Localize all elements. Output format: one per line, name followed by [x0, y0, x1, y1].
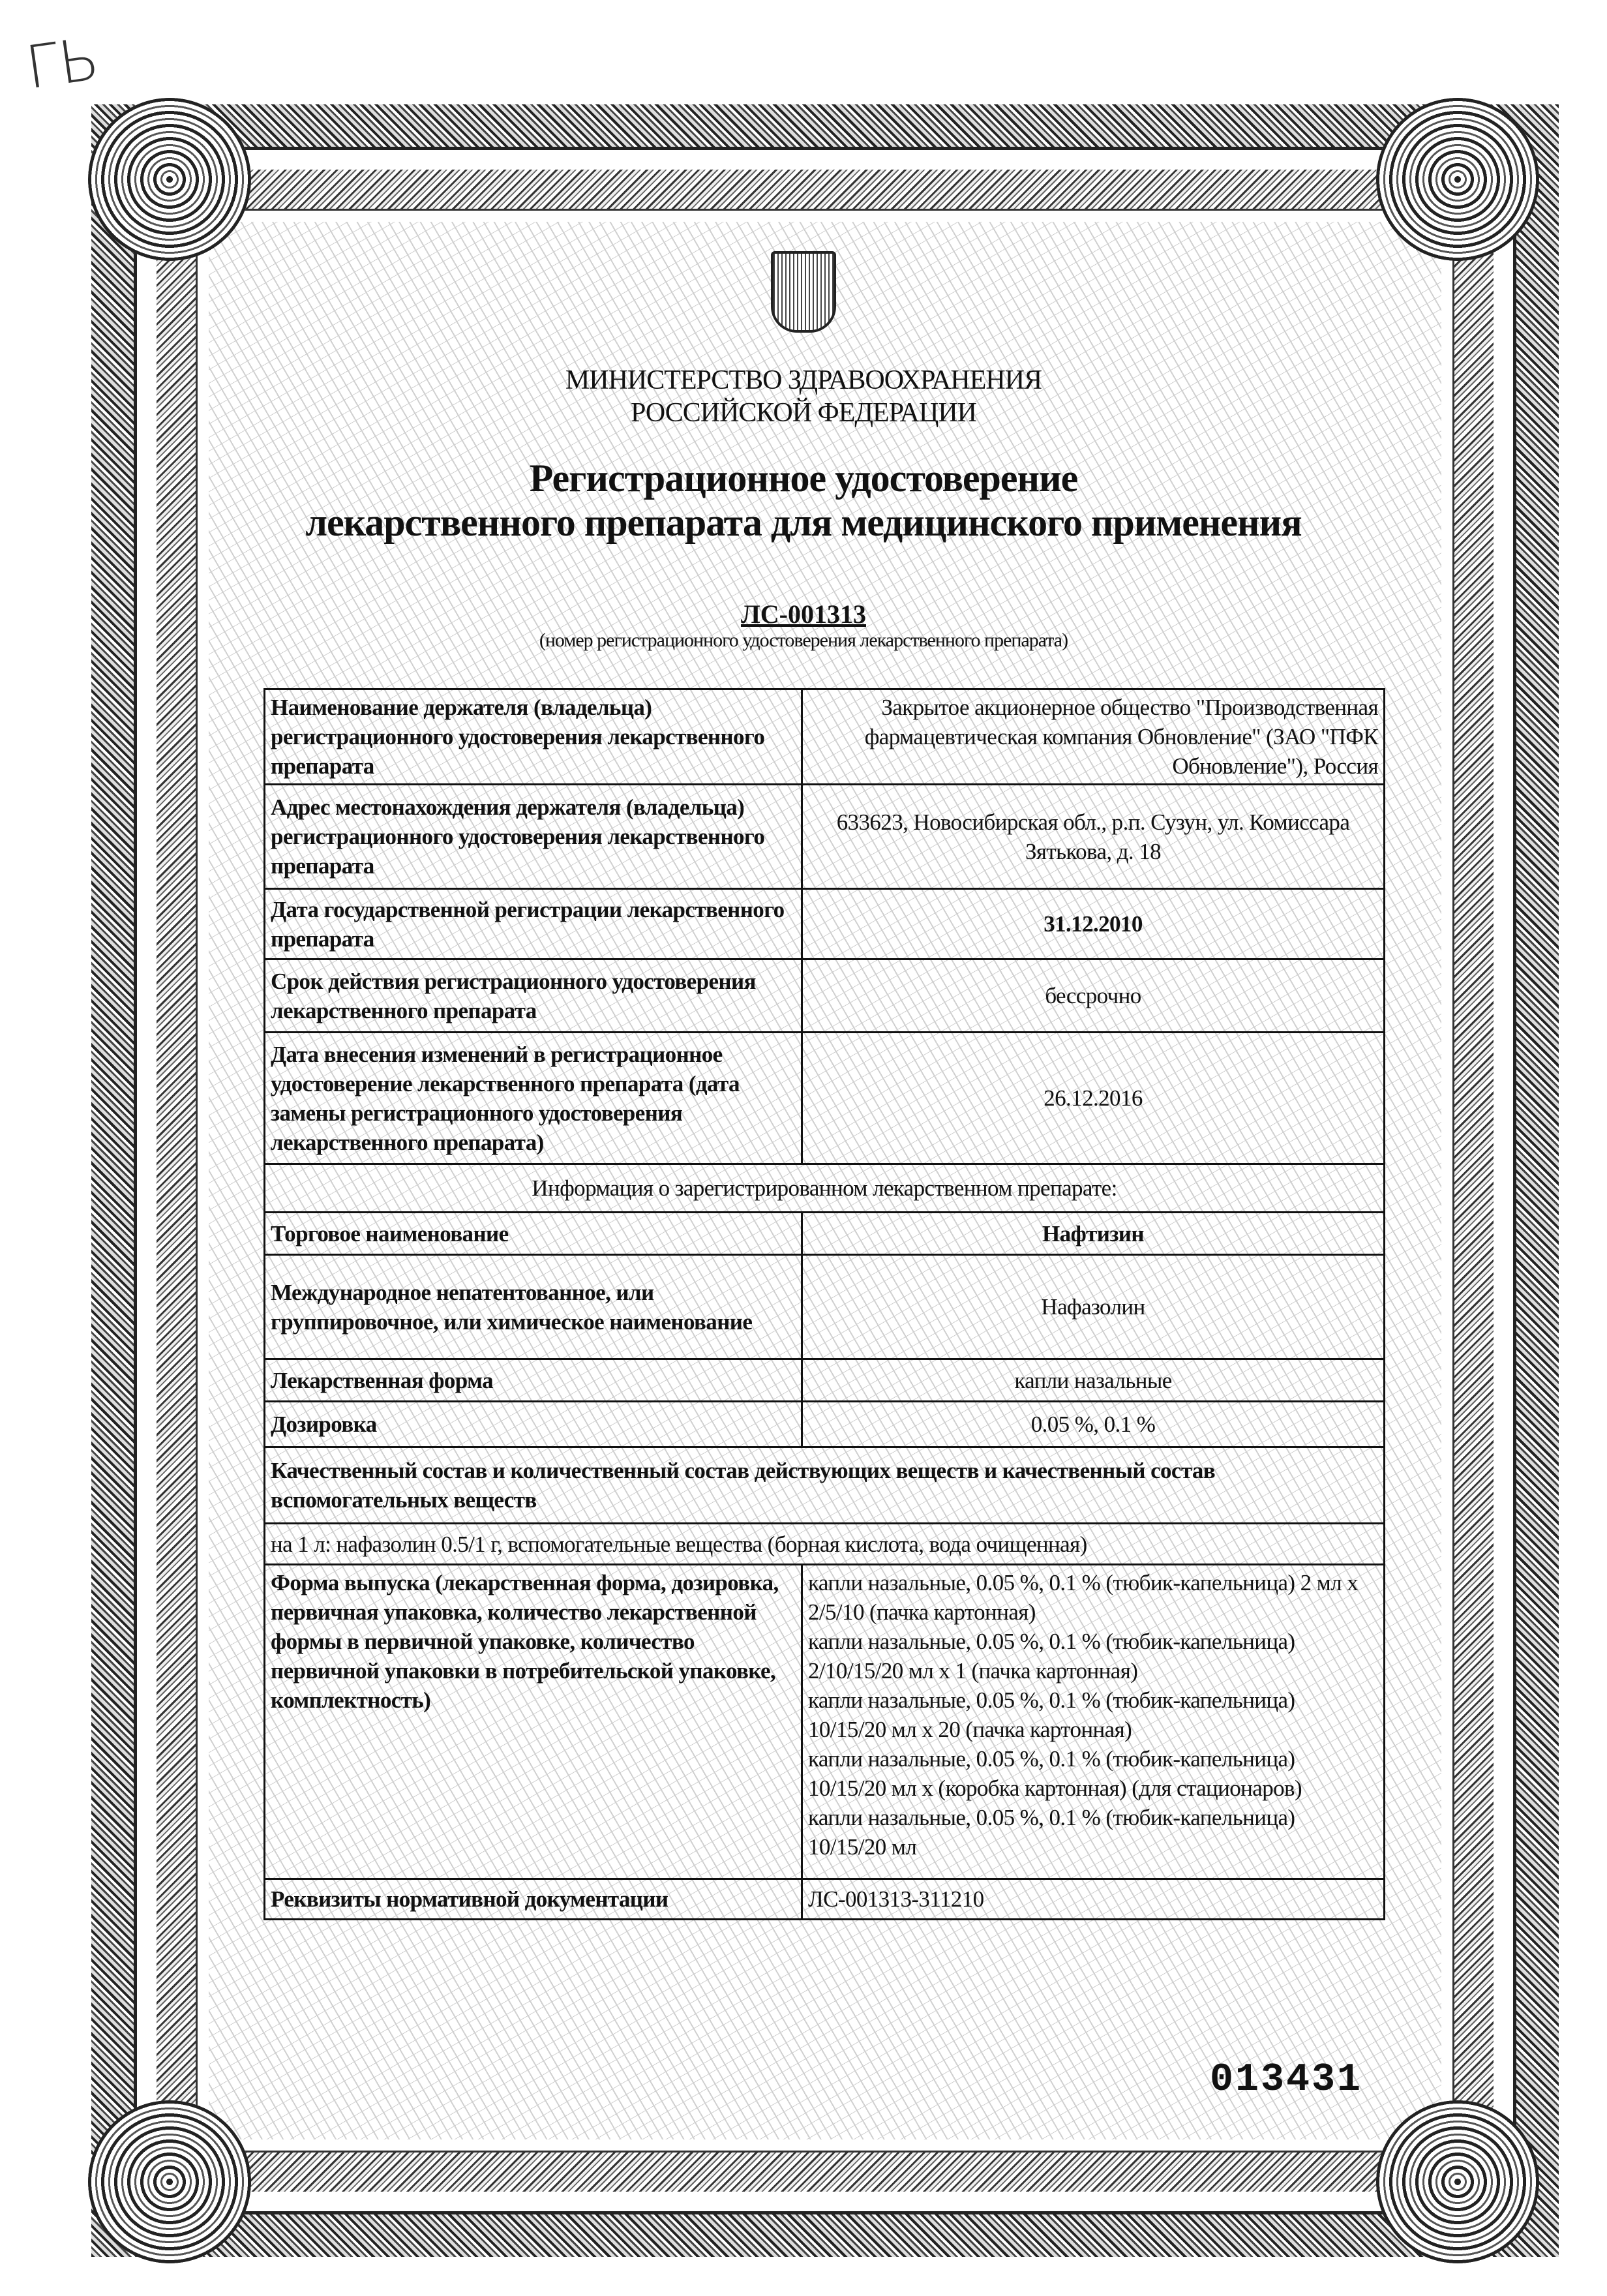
normative-doc-value: ЛС-001313-311210 [802, 1879, 1385, 1920]
handwritten-mark: ГЬ [22, 24, 104, 103]
coat-of-arms-icon [771, 251, 836, 333]
table-row [265, 1359, 1385, 1402]
table-row [265, 1447, 1385, 1524]
dosage-form-value: капли назальные [802, 1359, 1385, 1402]
reg-date-value: 31.12.2010 [802, 889, 1385, 959]
form-serial-number: 013431 [1210, 2058, 1363, 2102]
table-row [265, 785, 1385, 889]
validity-label: Срок действия регистрационного удостоверения лекарственного препарата [265, 959, 802, 1033]
table-row [265, 1524, 1385, 1565]
release-form-label: Форма выпуска (лекарственная форма, дозировка, первичная упаковка, количество лекарственной формы в первичной упаковке, количество первичной упаковки в потребительской упаковке, комплектность) [265, 1565, 802, 1879]
inn-label: Международное непатентованное, или группировочное, или химическое наименование [265, 1255, 802, 1359]
table-row [265, 1402, 1385, 1447]
trade-name-value: Нафтизин [802, 1213, 1385, 1255]
table-row [265, 1033, 1385, 1164]
certificate-table [263, 688, 1385, 1920]
table-row [265, 1255, 1385, 1359]
composition-label: Качественный состав и количественный состав действующих веществ и качественный состав вспомогательных веществ [265, 1447, 1385, 1524]
trade-name-label: Торговое наименование [265, 1213, 802, 1255]
table-row [265, 1213, 1385, 1255]
table-row [265, 889, 1385, 959]
normative-doc-label: Реквизиты нормативной документации [265, 1879, 802, 1920]
ministry-name-line2: РОССИЙСКОЙ ФЕДЕРАЦИИ [631, 398, 976, 428]
validity-value: бессрочно [802, 959, 1385, 1033]
dosage-value: 0.05 %, 0.1 % [802, 1402, 1385, 1447]
registration-number: ЛС-001313 [740, 599, 866, 629]
registration-number-caption: (номер регистрационного удостоверения лекарственного препарата) [539, 629, 1068, 651]
release-form-item: капли назальные, 0.05 %, 0.1 % (тюбик-капельница) 10/15/20 мл x (коробка картонная) (для стационаров) [808, 1746, 1302, 1801]
table-row [265, 1565, 1385, 1879]
change-date-label: Дата внесения изменений в регистрационное удостоверение лекарственного препарата (дата замены регистрационного удостоверения лекарственного препарата) [265, 1033, 802, 1164]
release-form-values [802, 1565, 1385, 1879]
corner-rosette-icon [88, 98, 251, 261]
release-form-item: капли назальные, 0.05 %, 0.1 % (тюбик-капельница) 2/10/15/20 мл x 1 (пачка картонная) [808, 1629, 1295, 1684]
corner-rosette-icon [88, 2100, 251, 2263]
info-heading: Информация о зарегистрированном лекарственном препарате: [265, 1164, 1385, 1213]
holder-value: Закрытое акционерное общество "Производственная фармацевтическая компания Обновление" (ЗАО "ПФК Обновление"), Россия [802, 689, 1385, 785]
corner-rosette-icon [1376, 2100, 1539, 2263]
document-title-line2: лекарственного препарата для медицинского применения [305, 501, 1302, 544]
table-row [265, 959, 1385, 1033]
corner-rosette-icon [1376, 98, 1539, 261]
holder-label: Наименование держателя (владельца) регистрационного удостоверения лекарственного препарата [265, 689, 802, 785]
composition-value: на 1 л: нафазолин 0.5/1 г, вспомогательные вещества (борная кислота, вода очищенная) [265, 1524, 1385, 1565]
inn-value: Нафазолин [802, 1255, 1385, 1359]
dosage-label: Дозировка [265, 1402, 802, 1447]
address-value: 633623, Новосибирская обл., р.п. Сузун, ул. Комиссара Зятькова, д. 18 [802, 785, 1385, 889]
document-title-line1: Регистрационное удостоверение [529, 457, 1078, 500]
address-label: Адрес местонахождения держателя (владельца) регистрационного удостоверения лекарственного препарата [265, 785, 802, 889]
reg-date-label: Дата государственной регистрации лекарственного препарата [265, 889, 802, 959]
table-row [265, 689, 1385, 785]
release-form-item: капли назальные, 0.05 %, 0.1 % (тюбик-капельница) 10/15/20 мл x 20 (пачка картонная) [808, 1687, 1295, 1742]
release-form-item: капли назальные, 0.05 %, 0.1 % (тюбик-капельница) 2 мл x 2/5/10 (пачка картонная) [808, 1570, 1359, 1625]
dosage-form-label: Лекарственная форма [265, 1359, 802, 1402]
ministry-name-line1: МИНИСТЕРСТВО ЗДРАВООХРАНЕНИЯ [565, 365, 1042, 395]
table-row [265, 1879, 1385, 1920]
table-row [265, 1164, 1385, 1213]
release-form-item: капли назальные, 0.05 %, 0.1 % (тюбик-капельница) 10/15/20 мл [808, 1805, 1295, 1860]
change-date-value: 26.12.2016 [802, 1033, 1385, 1164]
